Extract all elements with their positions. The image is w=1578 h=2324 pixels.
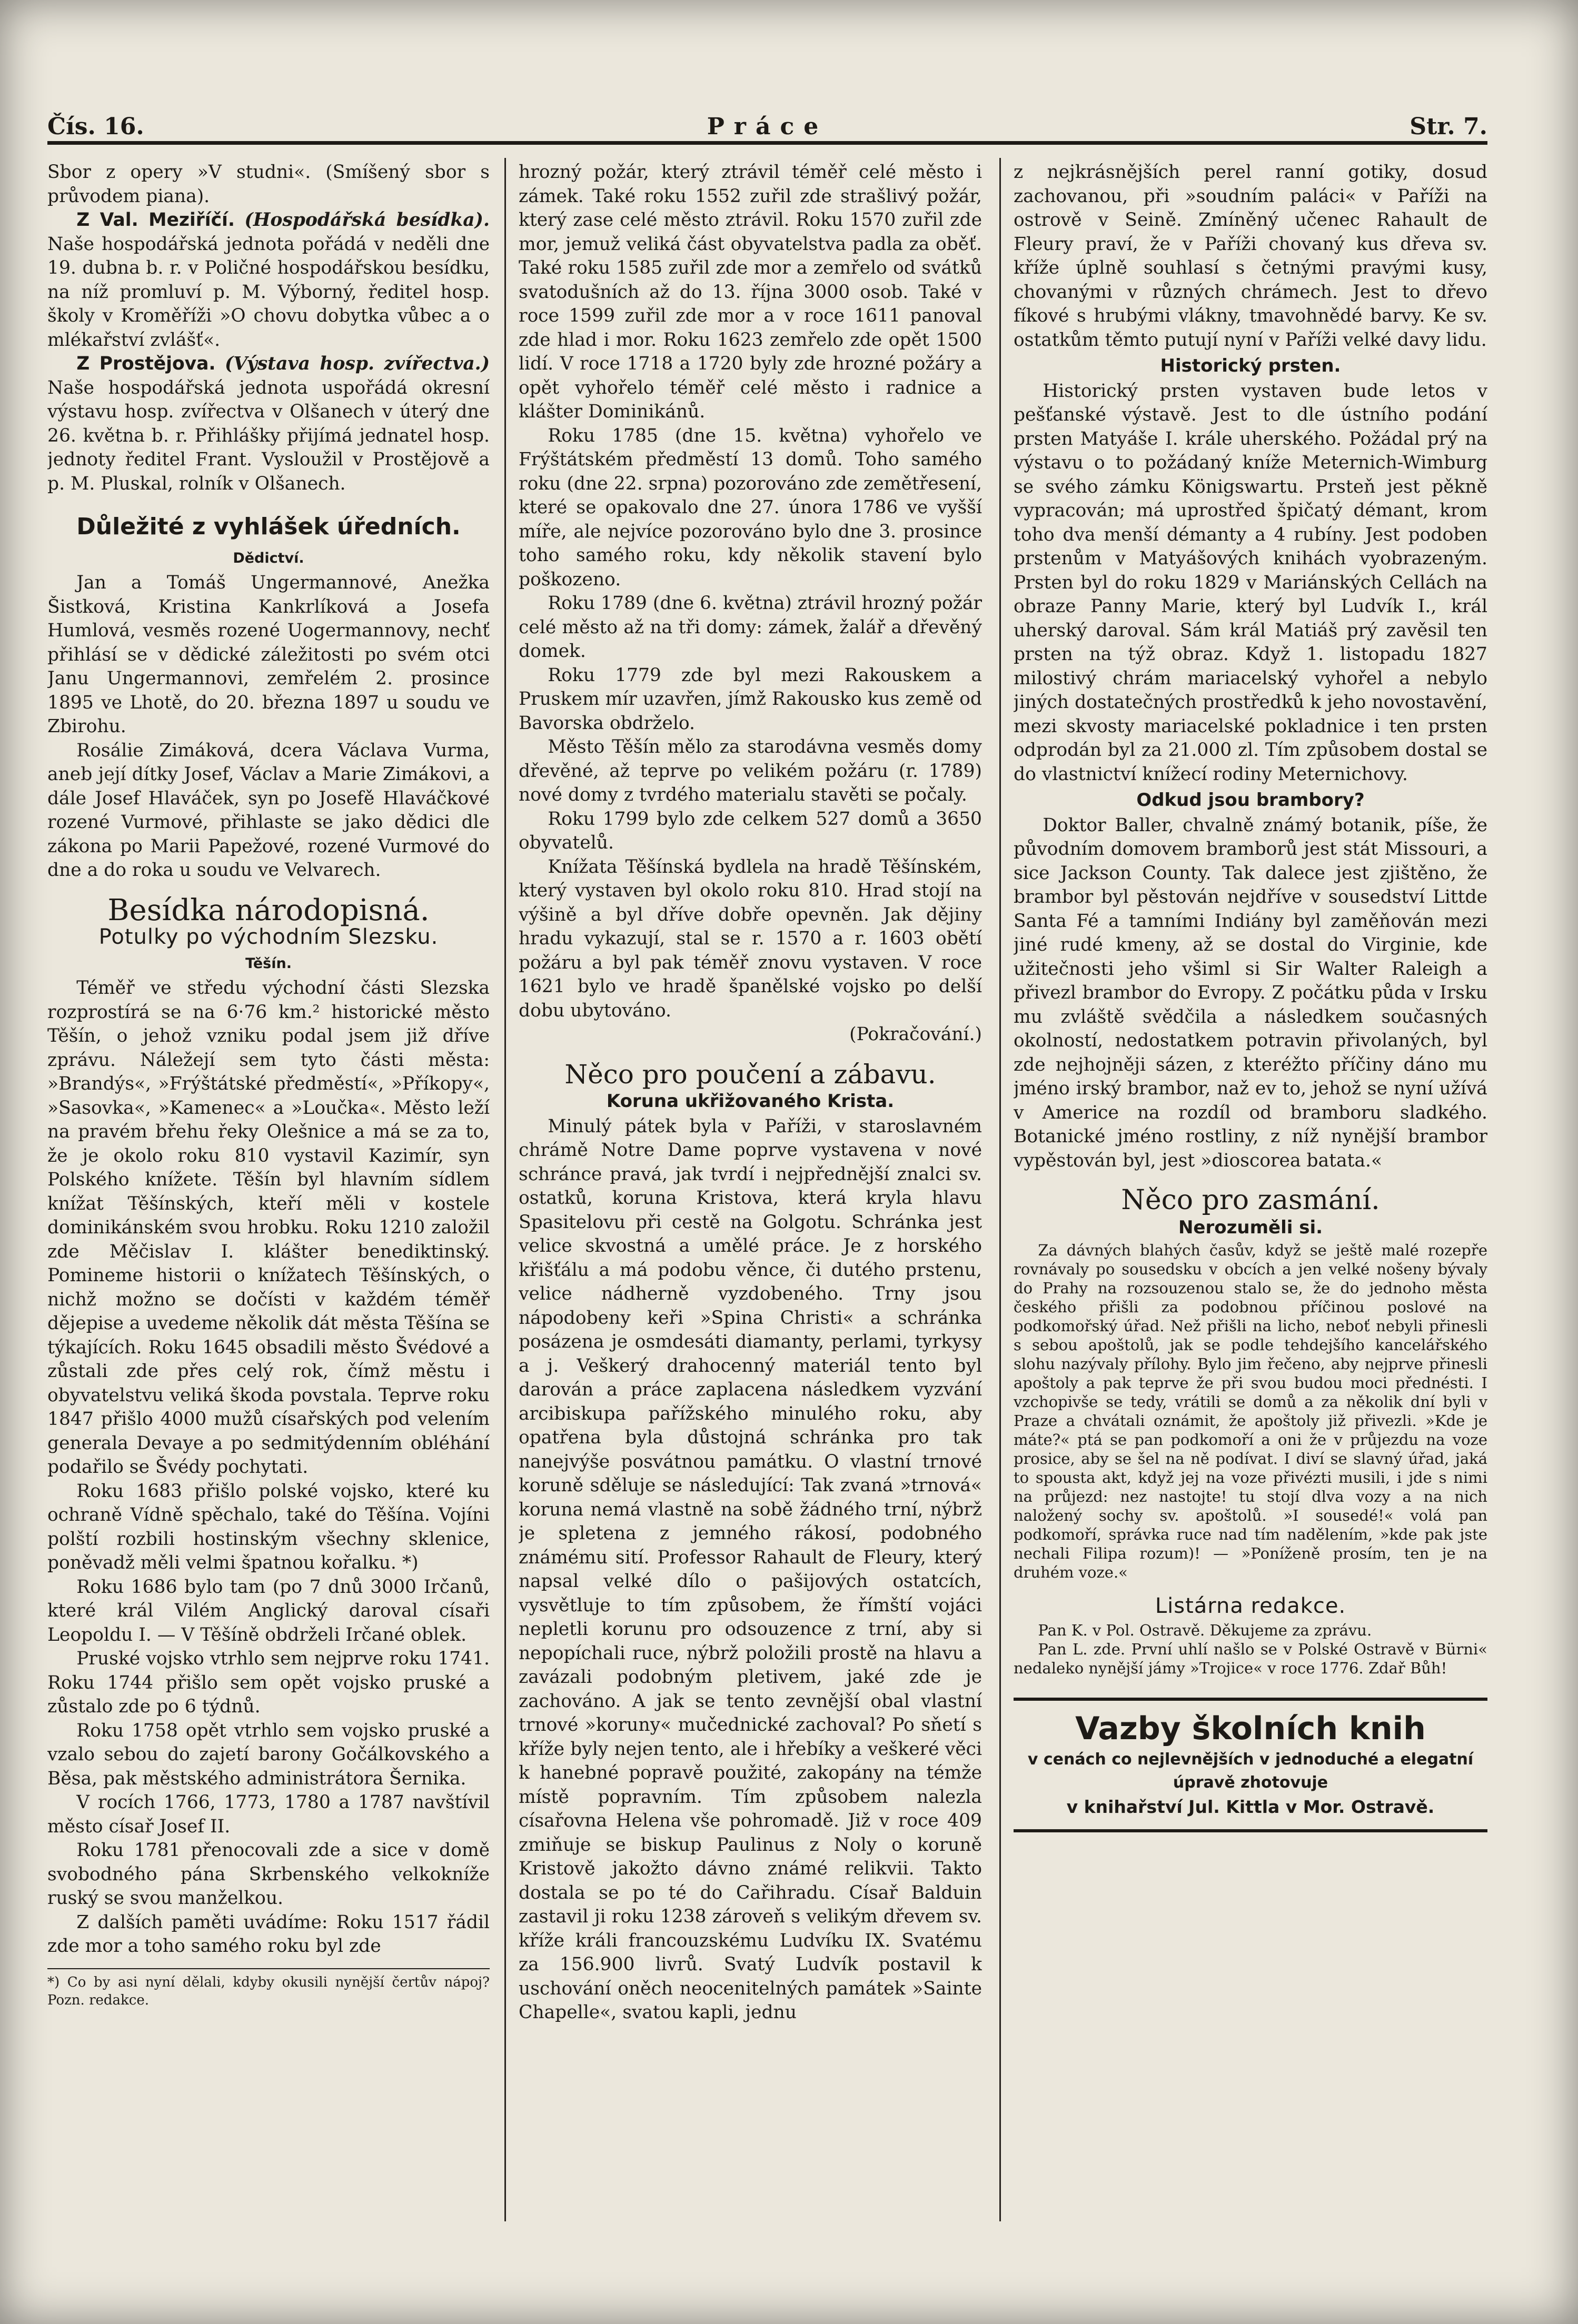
paragraph: Roku 1789 (dne 6. května) ztrávil hrozný požár celé město až na tři domy: zámek, žalář a dřevěný domek.: [519, 593, 982, 662]
paragraph: Z dalších paměti uvádíme: Roku 1517 řádil zde mor a toho samého roku byl zde: [47, 1911, 490, 1957]
paragraph: Doktor Baller, chvalně známý botanik, píše, že původním domovem bramborů jest stát Missouri, a sice Jackson County. Tak dalece jest zjištěno, že brambor byl pěstován nejdříve v sousedství Littde Santa Fé a tamními Indiány byl zaměňován mezi jiné rudé kmeny, až se dostal do Virginie, kde užitečnosti jeho všiml si Sir Walter Raleigh a přivezl brambor do Evropy. Z počátku půda v Irsku mu zvláště svědčila a následkem současných okolností, nedostatkem potravin přivolaných, byl zde nejhojněji sázen, z kteréžto příčiny dáno mu jméno irský brambor, naž ev to, jehož se nyní užívá v Americe na rozdíl od bramboru sladkého. Botanické jméno rostliny, z níž nynější brambor vypěstován byl, jest »dioscorea batata.«: [1014, 814, 1487, 1171]
news-place: Z Prostějova.: [76, 353, 216, 374]
paragraph: [47, 352, 490, 496]
page-header: [47, 113, 1487, 145]
continuation-note: (Pokračování.): [849, 1024, 982, 1045]
section-subheading: Odkud jsou brambory?: [1136, 790, 1365, 811]
paragraph: Roku 1758 opět vtrhlo sem vojsko pruské a vzalo sebou do zajetí barony Gočálkovského a Běsa, pak městského administrátora Šernika.: [47, 1720, 490, 1789]
paragraph: Roku 1779 zde byl mezi Rakouskem a Pruskem mír uzavřen, jímž Rakousko kus země od Bavorska obdrželo.: [519, 664, 982, 734]
section-subheading: Dědictví.: [233, 550, 304, 566]
paragraph: Pruské vojsko vtrhlo sem nejprve roku 1741. Roku 1744 přišlo sem opět vojsko pruské a zůstalo zde po 6 týdnů.: [47, 1648, 490, 1717]
newspaper-title: Práce: [707, 113, 828, 140]
column-2: [519, 161, 982, 2240]
section-heading: Něco pro poučení a zábavu.: [564, 1059, 936, 1090]
paragraph: Za dávných blahých časův, když se ještě malé rozepře rovnávaly po sousedsku v obcích a jen velké nošeny bývaly do Prahy na rozsouzenou stalo se, že do jednoho města českého přišli za podobnou příčinou poslové na podkomořský úřad. Než přišli na licho, neboť nebyli přinesli s sebou apoštolů, jak se podle tehdejšího kancelářského slohu nazývaly přílohy. Bylo jim řečeno, aby nejprve přinesli apoštoly a pak teprve že při svou budou moci přednésti. I vzchopivše se tedy, vrátili se domů a za několik dní byli v Praze a chvátali oznámit, že apoštoly již přivezli. »Kde je máte?« ptá se pan podkomoří a oni že v průjezdu na voze prosice, aby se šel na ně podívat. I diví se slavný úřad, jaká to spousta akt, když jej na voze přivézti musili, i jde s nimi na průjezd: nez nastojte! tu stojí dlva vozy a na nich naložený sochy sv. apoštolů. »I sousedé!« volá pan podkomoří, správka ruce nad tím nadělením, »kde pak jste nechali Filipa rozum)! — »Poníženě prosím, ten je na druhém voze.«: [1014, 1241, 1487, 1581]
news-text: Naše hospodářská jednota uspořádá okresní výstavu hosp. zvířectva v Olšanech v úterý dne 26. května b. r. Přihlášky přijímá jednatel hosp. jednoty ředitel Frant. Vysloužil v Prostějově a p. M. Pluskal, rolník v Olšanech.: [47, 377, 490, 494]
paragraph: Roku 1686 bylo tam (po 7 dnů 3000 Irčanů, které král Vilém Anglický daroval císaři Leopoldu I. — V Těšíně obdrželi Irčané oblek.: [47, 1576, 490, 1645]
paragraph: Roku 1683 přišlo polské vojsko, které ku ochraně Vídně spěchalo, také do Těšína. Vojíni polští rozbili hostinským všechny sklenice, poněvadž měli velmi špatnou kořalku. *): [47, 1480, 490, 1573]
paragraph: Jan a Tomáš Ungermannové, Anežka Šistková, Kristina Kankrlíková a Josefa Humlová, vesměs rozené Uogermannovy, nechť přihlásí se v dědické záležitosti po svém otci Janu Ungermannovi, zemřelém 2. prosince 1895 ve Lhotě, do 20. března 1897 u soudu ve Zbirohu.: [47, 572, 490, 737]
paragraph: Pan K. v Pol. Ostravě. Děkujeme za zprávu.: [1038, 1621, 1372, 1639]
footnote: *) Co by asi nyní dělali, kdyby okusili nynější čertův nápoj? Pozn. redakce.: [47, 1968, 490, 2009]
paragraph: Rosálie Zimáková, dcera Václava Vurma, aneb její dítky Josef, Václav a Marie Zimákovi, a dále Josef Hlaváček, syn po Josefě Hlaváčkové rozené Vurmové, přihlaste se jako dědici dle zákona po Marii Papežové, rozené Vurmové do dne a do roka u soudu ve Velvarech.: [47, 740, 490, 881]
ad-shop: v knihařství Jul. Kittla v Mor. Ostravě.: [1066, 1796, 1435, 1817]
column-divider-1: [504, 158, 506, 2221]
paragraph: Město Těšín mělo za starodávna vesměs domy dřevěné, až teprve po velikém požáru (r. 1789) nové domy z tvrdého materialu stavěti se počaly.: [519, 736, 982, 805]
letters-block: [1014, 1621, 1487, 1678]
paragraph: V rocích 1766, 1773, 1780 a 1787 navštívil město císař Josef II.: [47, 1792, 490, 1837]
paragraph: Roku 1785 (dne 15. května) vyhořelo ve Frýštátském předměstí 13 domů. Toho samého roku (dne 22. srpna) pozorováno zde zemětřesení, které se opakovalo dne 27. února 1786 ve vyšší míře, ale nejvíce pozorováno bylo dne 3. prosince toho samého roku, kdy několik stavení bylo poškozeno.: [519, 425, 982, 590]
ad-text: v cenách co nejlevnějších v jednoduché a elegatní úpravě zhotovuje: [1027, 1750, 1474, 1792]
section-subheading: Potulky po východním Slezsku.: [98, 925, 439, 949]
column-divider-2: [999, 158, 1001, 2221]
page-number: Str. 7.: [1410, 113, 1487, 140]
paragraph: hrozný požár, který ztrávil téměř celé město i zámek. Také roku 1552 zuřil zde strašlivý požár, který zase celé město ztrávil. Roku 1570 zuřil zde mor, jemuž veliká část obyvatelstva padla za oběť. Také roku 1585 zuřil zde mor a zemřelo od svátků svatodušních až do 13. října 3000 osob. Také v roce 1599 zuřil zde mor a v roce 1611 panoval zde hlad i mor. Roku 1623 zemřelo zde opět 1500 lidí. V roce 1718 a 1720 byly zde hrozné požáry a opět vyhořelo téměř celé město i radnice a klášter Dominikánů.: [519, 162, 982, 422]
paragraph: z nejkrásnějších perel ranní gotiky, dosud zachovanou, při »soudním paláci« v Paříži na ostrově v Seině. Zmíněný učenec Rahault de Fleury praví, že v Paříži chovaný kus dřeva sv. kříže úplně souhlasí s četnými pravými kusy, chovanými v různých chrámech. Jest to dřevo fíkové s hrubými vlákny, tmavohnědé barvy. Ke sv. ostatkům těmto putují nyní v Paříži velké davy lidu.: [1014, 162, 1487, 351]
section-subheading: Koruna ukřižovaného Krista.: [606, 1091, 895, 1112]
ad-title: Vazby školních knih: [1075, 1710, 1426, 1747]
section-heading: Důležité z vyhlášek úředních.: [76, 513, 461, 540]
anecdote-block: [1014, 1241, 1487, 1582]
issue-number: Čís. 16.: [47, 113, 144, 140]
paragraph: Roku 1799 bylo zde celkem 527 domů a 3650 obyvatelů.: [519, 808, 982, 853]
header-rule: [47, 141, 1487, 145]
section-subheading: Nerozuměli si.: [1178, 1216, 1323, 1238]
section-subheading: Historický prsten.: [1160, 355, 1341, 376]
paragraph: Knížata Těšínská bydlela na hradě Těšínském, který vystaven byl okolo roku 810. Hrad stojí na výšině a byl dříve dobře opevněn. Jak dějiny hradu vykazují, stal se r. 1570 a r. 1603 obětí požáru a byl pak téměř znovu vystaven. V roce 1621 bylo ve hradě španělské vojsko po delší dobu ubytováno.: [519, 856, 982, 1021]
paragraph: Sbor z opery »V studni«. (Smíšený sbor s průvodem piana).: [47, 162, 490, 207]
news-topic: (Výstava hosp. zvířectva.): [224, 353, 490, 374]
paragraph: Minulý pátek byla v Paříži, v staroslavném chrámě Notre Dame poprve vystavena v nové schránce pravá, jak tvrdí i nejpřednější znalci sv. ostatků, koruna Kristova, která kryla hlavu Spasitelovu při cestě na Golgotu. Schránka jest velice skvostná a umělé práce. Je z horského křišťálu a má podobu věnce, či dutého prstenu, velice nádherně vyzdobeného. Trny jsou nápodobeny keři »Spina Christi« a schránka posázena je osmdesáti diamanty, perlami, tyrkysy a j. Veškerý drahocenný materiál tento byl darován a práce zaplacena následkem vyzvání arcibiskupa pařížského minulého roku, aby opatřena byla důstojná schránka pro tak nanejvýše posvátnou památku. O vlastní trnové koruně sděluje se následující: Tak zvaná »trnová« koruna nemá vlastně na sobě žádného trní, nýbrž je spletena z jemného rákosí, podobného známému sití. Professor Rahault de Fleury, který napsal velké dílo o pašijových ostatcích, vysvětluje to tím způsobem, že římští vojáci nepletli korunu pro odsouzence z trní, aby si nepopíchali ruce, nýbrž položili prostě na hlavu a zavázali podobným pletivem, jaké zde je zachováno. A jak se tento zevnější obal vlastní trnové »koruny« mučednické zachoval? Po sňetí s kříže byly nejen tento, ale i hřebíky a veškeré věci k hanebné popravě použité, zakopány na témže místě popravním. Tím způsobem nalezla císařovna Helena vše pohromadě. Již v roce 409 zmiňuje se biskup Paulinus z Noly o koruně Kristově jakožto dávno známé relikvii. Takto dostala se po té do Cařihradu. Císař Balduin zastavil ji roku 1238 zároveň s velikým dřevem sv. kříže králi francouzskému Ludvíku IX. Svatému za 156.900 livrů. Svatý Ludvík postavil k uschování oněch neocenitelných památek »Sainte Chapelle«, svatou kapli, jednu: [519, 1115, 982, 2023]
section-heading: Besídka národopisná.: [107, 893, 430, 927]
section-place: Těšín.: [245, 955, 292, 972]
paragraph: Roku 1781 přenocovali zde a sice v domě svobodného pána Skrbenského velkokníže ruský se svou manželkou.: [47, 1840, 490, 1909]
paragraph: [47, 208, 490, 352]
column-3: [1014, 161, 1487, 2240]
paragraph: Pan L. zde. První uhlí našlo se v Polské Ostravě v Bürni« nedaleko nynější jámy »Trojice« v roce 1776. Zdař Bůh!: [1014, 1640, 1487, 1677]
news-topic: (Hospodářská besídka).: [244, 210, 490, 231]
news-text: Naše hospodářská jednota pořádá v neděli dne 19. dubna b. r. v Poličné hospodářskou besídku, na níž promluví p. M. Výborný, ředitel hosp. školy v Kroměříži »O chovu dobytka vůbec a o mlékařství zvlášť«.: [47, 233, 490, 351]
column-1: [47, 161, 490, 2240]
paragraph: Téměř ve středu východní části Slezska rozprostírá se na 6·76 km.² historické město Těšín, o jehož vzniku podal jsem již dříve zprávu. Náležejí sem tyto části města: »Brandýs«, »Frýštátské předměstí«, »Příkopy«, »Sasovka«, »Kamenec« a »Loučka«. Město leží na pravém břehu řeky Olešnice a má se za to, že je okolo roku 810 vystavil Kazimír, syn Polského knížete. Těšín byl hlavním sídlem knížat Těšínských, kteří měli v kostele dominikánském svou hrobku. Roku 1210 založil zde Měčislav I. klášter benediktinský. Pomineme historii o knížatech Těšínských, o nichž možno se dočísti v každém téměř dějepise a uvedeme několik dát města Těšína se týkajících. Roku 1645 obsadili město Švédové a zůstali zde přes celý rok, čímž městu i obyvatelstvu veliká škoda povstala. Teprve roku 1847 přišlo 4000 mužů císařských pod velením generala Devaye a po sedmitýdenním obléhání podařilo se Švédy pochytati.: [47, 978, 490, 1478]
section-heading: Něco pro zasmání.: [1121, 1184, 1380, 1216]
section-heading: Listárna redakce.: [1155, 1594, 1346, 1618]
news-place: Z Val. Meziříčí.: [76, 210, 235, 231]
paragraph: Historický prsten vystaven bude letos v pešťanské výstavě. Jest to dle ústního podání prsten Matyáše I. krále uherského. Požádal prý na výstavu o to požádaný kníže Meternich-Wimburg se svého zámku Königswartu. Prsteň jest pěkně vypracován; má uprostřed špičatý démant, krom toho dva menší démanty a 4 rubíny. Jest podoben prstenům v Matyášových knihách vyobrazeným. Prsten byl do roku 1829 v Mariánských Cellách na obraze Panny Marie, který byl Ludvík I., král uherský daroval. Sám král Matiáš prý zavěsil ten prsten na týž obraz. Když 1. listopadu 1827 milostivý chrám mariacelský vyhořel a nebylo jiných dostatečných prostředků k jeho novostavění, mezi skvosty mariacelské pokladnice i ten prsten odprodán byl za 21.000 zl. Tím způsobem dostal se do vlastnictví knížecí rodiny Meternichovy.: [1014, 380, 1487, 785]
advertisement: [1014, 1698, 1487, 1832]
